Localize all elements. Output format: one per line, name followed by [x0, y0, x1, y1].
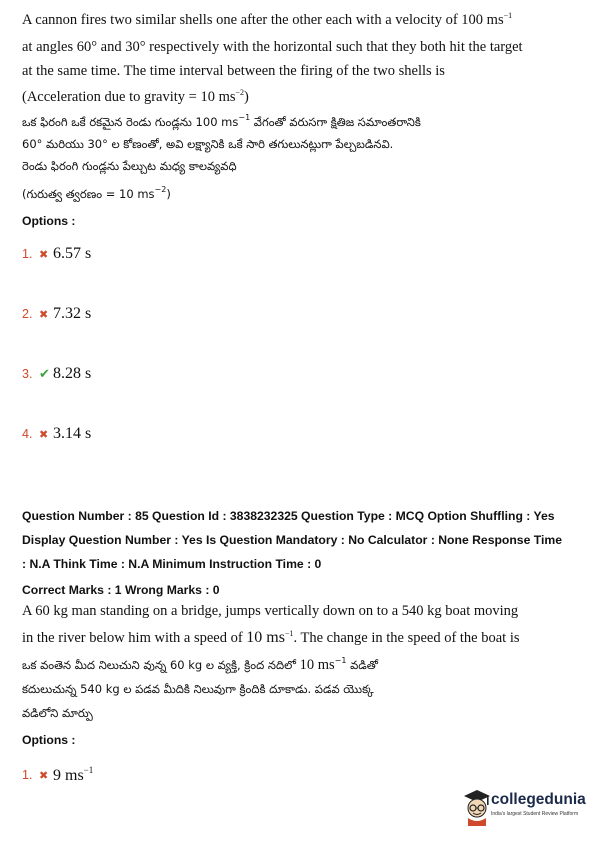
wrong-icon: ✖	[39, 427, 49, 441]
q85-marks: Correct Marks : 1 Wrong Marks : 0	[22, 583, 220, 597]
q85-te-line-1: ఒక వంతెన మీద నిలుచుని వున్న 60 kg ల వ్యక్తి, క్రింద నదిలో 10 $ms^{-1}$ వడితో	[22, 656, 379, 673]
option-number: 1.	[22, 768, 33, 782]
q84-te-line-3: రెండు ఫిరంగి గుండ్లను పేల్చుట మధ్య కాలవ్యవధి	[22, 159, 237, 173]
logo-name: collegedunia	[491, 791, 586, 808]
option-number: 2.	[22, 307, 33, 321]
q85-te-line-3: వడిలోని మార్పు	[22, 706, 93, 720]
q85-option-1[interactable]	[22, 765, 93, 785]
option-number: 3.	[22, 367, 33, 381]
q85-en-line-2: in the river below him with a speed of 10 $ms^{-1}$. The change in the speed of the boat is	[22, 629, 520, 646]
logo-tagline: India's largest Student Review Platform	[491, 811, 579, 817]
q84-en-line-1: A cannon fires two similar shells one after the other each with a velocity of 100 $ms^{-1}$	[22, 11, 513, 28]
option-number: 4.	[22, 427, 33, 441]
q85-meta-line-1: Question Number : 85 Question Id : 3838232325 Question Type : MCQ Option Shuffling : Yes	[22, 509, 555, 523]
q84-en-line-4: (Acceleration due to gravity = 10 $ms^{-2}$)	[22, 88, 249, 105]
option-text: 3.14 s	[53, 425, 92, 442]
q84-te-line-4: (గురుత్వ త్వరణం = 10 $ms^{-2}$)	[22, 185, 171, 201]
option-text: 6.57 s	[53, 245, 92, 262]
option-text: 7.32 s	[53, 305, 92, 322]
wrong-icon: ✖	[39, 307, 49, 321]
q85-meta-line-2: Display Question Number : Yes Is Question Mandatory : No Calculator : None Response Time	[22, 533, 562, 547]
checkmark-icon: ✔	[39, 366, 50, 382]
q84-options-label: Options :	[22, 214, 76, 228]
graduate-mascot-icon	[463, 788, 491, 826]
q84-en-line-2: at angles 60° and 30° respectively with the horizontal such that they both hit the target	[22, 39, 523, 55]
q84-en-line-3: at the same time. The time interval between the firing of the two shells is	[22, 63, 445, 79]
wrong-icon: ✖	[39, 768, 49, 782]
q84-option-4[interactable]	[22, 425, 91, 443]
q84-option-1[interactable]	[22, 245, 91, 263]
q85-en-line-1: A 60 kg man standing on a bridge, jumps vertically down on to a 540 kg boat moving	[22, 603, 519, 619]
q84-option-3[interactable]	[22, 365, 91, 383]
option-text: 9 $ms^{-1}$	[53, 765, 94, 784]
q84-te-line-1: ఒక ఫిరంగి ఒకే రకమైన రెండు గుండ్లను 100 $ms^{-1}$ వేగంతో వరుసగా క్షితిజ సమాంతరానికి	[22, 113, 421, 129]
q84-option-2[interactable]	[22, 305, 91, 323]
option-number: 1.	[22, 247, 33, 261]
q85-te-line-2: కదులుచున్న 540 kg ల పడవ మీదికి నిలువుగా క్రిందికి దూకాడు. పడవ యొక్క	[22, 682, 374, 696]
q85-meta-line-3: : N.A Think Time : N.A Minimum Instruction Time : 0	[22, 557, 322, 571]
option-text: 8.28 s	[53, 365, 92, 382]
collegedunia-logo	[463, 788, 585, 828]
q84-te-line-2: 60° మరియు 30° ల కోణంతో, అవి లక్ష్యానికి ఒకే సారి తగులునట్లుగా పేల్చబడినవి.	[22, 137, 394, 151]
q85-options-label: Options :	[22, 733, 76, 747]
wrong-icon: ✖	[39, 247, 49, 261]
